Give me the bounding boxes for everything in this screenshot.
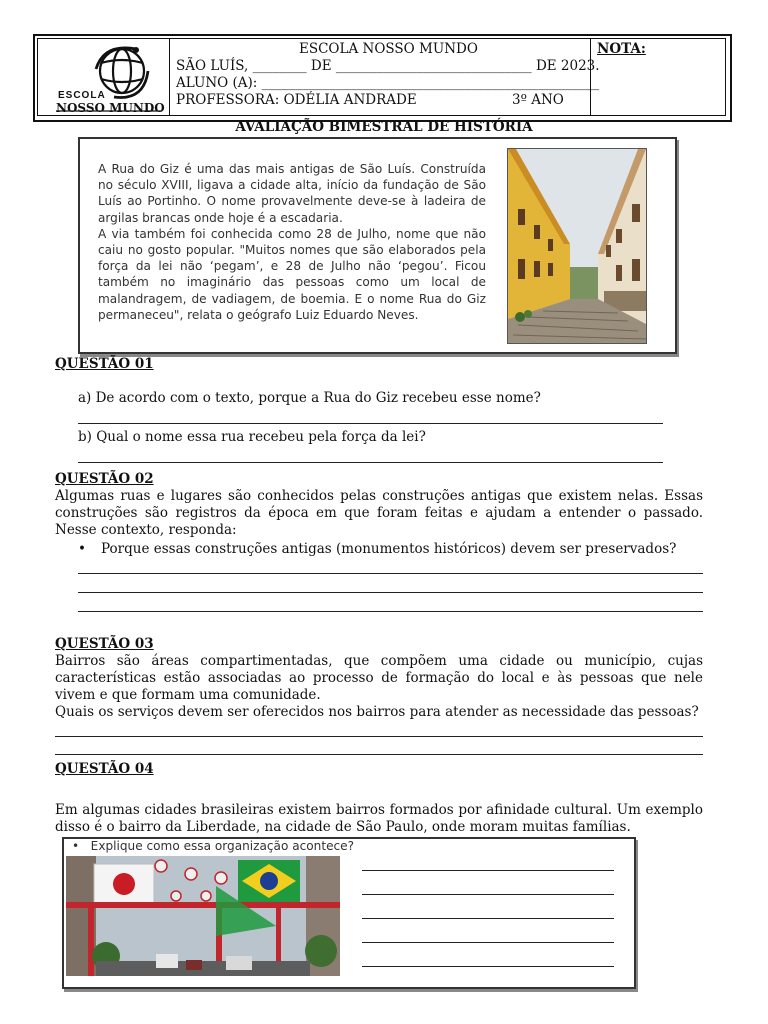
grade: 3º ANO (512, 92, 564, 108)
question-4-prompt-text: Explique como essa organização acontece? (90, 839, 355, 853)
answer-line[interactable] (55, 754, 703, 755)
question-4-prompt: • Explique como essa organização acontece? (72, 839, 355, 853)
answer-line[interactable] (78, 573, 703, 574)
question-2-prompt: Porque essas construções antigas (monumentos históricos) devem ser preservados? (101, 541, 677, 557)
reading-paragraph-2: A via também foi conhecida como 28 de Julho, nome que não caiu no gosto popular. "Muitos nomes que são elaborados pela força da lei não ‘pegam’, e 28 de Julho não ‘pegou’. Ficou também no imaginário das pessoas como um local de malandragem, de vadiagem, de boemia. E o nome Rua do Giz permaneceu", relata o geógrafo Luiz Eduardo Neves. (98, 226, 486, 322)
grade-score-label: NOTA: (597, 41, 646, 57)
question-3-title: QUESTÃO 03 (55, 636, 154, 652)
question-3-prompt: Quais os serviços devem ser oferecidos nos bairros para atender as necessidade das pessoas? (55, 704, 699, 720)
bullet-icon: • (78, 541, 86, 557)
question-1a: a) De acordo com o texto, porque a Rua do Giz recebeu esse nome? (78, 390, 541, 406)
answer-line[interactable] (78, 423, 663, 424)
school-name: ESCOLA NOSSO MUNDO (299, 41, 478, 57)
logo-text-bottom: NOSSO MUNDO (56, 101, 165, 115)
question-1b: b) Qual o nome essa rua recebeu pela força da lei? (78, 429, 426, 445)
date-line: SÃO LUÍS, ________ DE _____________________________ DE 2023. (176, 58, 600, 74)
header-divider (169, 38, 170, 115)
question-2-title: QUESTÃO 02 (55, 471, 154, 487)
question-2-text: Algumas ruas e lugares são conhecidos pelas construções antigas que existem nelas. Essas construções são registros da época em que foram feitas e ajudam a entender o passado. Nesse contexto, responda: (55, 488, 703, 538)
question-4-text: Em algumas cidades brasileiras existem bairros formados por afinidade cultural. Um exemplo disso é o bairro da Liberdade, na cidade de São Paulo, onde moram muitas famílias. (55, 802, 703, 835)
rua-do-giz-photo (507, 148, 647, 344)
teacher-name: PROFESSORA: ODÉLIA ANDRADE (176, 92, 417, 108)
answer-line[interactable] (78, 592, 703, 593)
question-1-title: QUESTÃO 01 (55, 356, 154, 372)
question-4-title: QUESTÃO 04 (55, 761, 154, 777)
student-line: ALUNO (A): __________________________________________________ (176, 75, 600, 91)
reading-text (98, 161, 486, 323)
answer-line[interactable] (362, 942, 614, 943)
liberdade-photo (66, 856, 340, 976)
answer-line[interactable] (362, 918, 614, 919)
logo-text-top: ESCOLA (58, 90, 106, 101)
answer-line[interactable] (362, 966, 614, 967)
answer-line[interactable] (55, 736, 703, 737)
answer-line[interactable] (78, 462, 663, 463)
page-title: AVALIAÇÃO BIMESTRAL DE HISTÓRIA (235, 119, 533, 135)
answer-line[interactable] (362, 870, 614, 871)
answer-line[interactable] (78, 611, 703, 612)
answer-line[interactable] (362, 894, 614, 895)
question-3-text: Bairros são áreas compartimentadas, que compõem uma cidade ou município, cujas características estão associadas ao processo de formação do local e às pessoas que nele vivem e que formam uma comunidade. (55, 653, 703, 703)
reading-paragraph-1: A Rua do Giz é uma das mais antigas de São Luís. Construída no século XVIII, ligava a cidade alta, início da fundação de São Luís ao Portinho. O nome provavelmente deve-se à ladeira de argilas brancas onde hoje é a escadaria. (98, 162, 486, 225)
